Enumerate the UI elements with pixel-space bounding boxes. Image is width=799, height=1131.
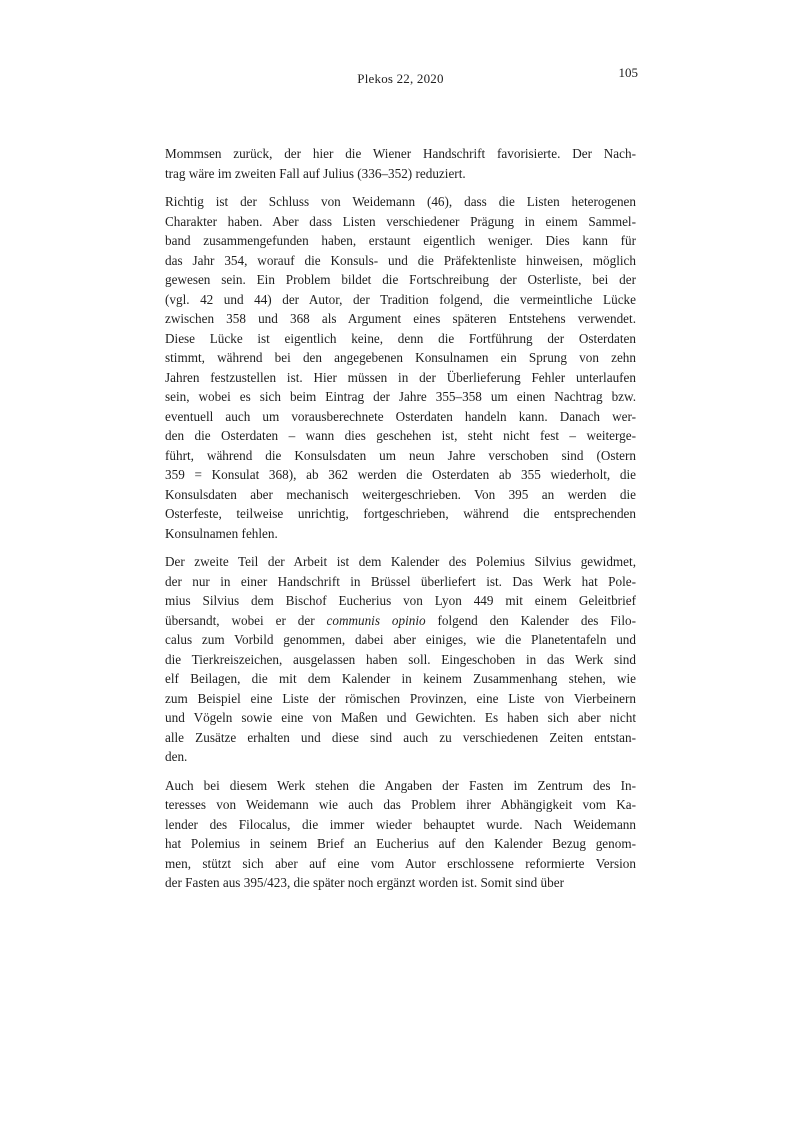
text-line: zwischen 358 und 368 als Argument eines späteren Entstehens verwendet.	[165, 311, 636, 326]
body-text	[165, 144, 636, 902]
text-line: lender des Filocalus, die immer wieder behauptet wurde. Nach Weidemann	[165, 816, 636, 832]
text-line: 359 = Konsulat 368), ab 362 werden die Osterdaten ab 355 wiederholt, die	[165, 467, 636, 482]
text-line: der Fasten aus 395/423, die später noch ergänzt worden ist. Somit sind über	[165, 875, 564, 890]
running-head-journal-title: Plekos 22, 2020	[357, 71, 444, 86]
text-line: Auch bei diesem Werk stehen die Angaben der Fasten im Zentrum des In-	[165, 777, 636, 793]
text-line: übersandt, wobei er der communis opinio folgend den Kalender des Filo-	[165, 612, 636, 628]
paragraph-2	[165, 192, 636, 543]
text-line: alle Zusätze erhalten und diese sind auch zu verschiedenen Zeiten entstan-	[165, 729, 636, 745]
paragraph-1	[165, 144, 636, 183]
text-line: eventuell auch um vorausberechnete Osterdaten handeln kann. Danach wer-	[165, 408, 636, 424]
text-line: das Jahr 354, worauf die Konsuls- und die Präfektenliste hinweisen, möglich	[165, 252, 636, 268]
text-line: zum Beispiel eine Liste der römischen Provinzen, eine Liste von Vierbeinern	[165, 690, 636, 706]
text-line: und Vögeln sowie eine von Maßen und Gewichten. Es haben sich aber nicht	[165, 710, 636, 725]
text-line: band zusammengefunden haben, erstaunt eigentlich weniger. Dies kann für	[165, 233, 636, 248]
text-line: der nur in einer Handschrift in Brüssel überliefert ist. Das Werk hat Pole-	[165, 573, 636, 589]
text-line: den.	[165, 749, 188, 764]
text-line: calus zum Vorbild genommen, dabei aber einiges, wie die Planetentafeln und	[165, 632, 636, 647]
text-line: stimmt, während bei den angegebenen Konsulnamen ein Sprung von zehn	[165, 350, 636, 365]
text-line: mius Silvius dem Bischof Eucherius von Lyon 449 mit einem Geleitbrief	[165, 593, 636, 608]
text-line: (vgl. 42 und 44) der Autor, der Tradition folgend, die vermeintliche Lücke	[165, 291, 636, 307]
text-line: führt, während die Konsulsdaten um neun Jahre verschoben sind (Ostern	[165, 447, 636, 463]
text-line: die Tierkreiszeichen, ausgelassen haben soll. Eingeschoben in das Werk sind	[165, 651, 636, 667]
text-line: Richtig ist der Schluss von Weidemann (46), dass die Listen heterogenen	[165, 194, 636, 209]
text-line: elf Beilagen, die mit dem Kalender in keinem Zusammenhang stehen, wie	[165, 671, 636, 686]
text-line: den die Osterdaten – wann dies geschehen ist, steht nicht fest – weiterge-	[165, 428, 636, 443]
text-line: Mommsen zurück, der hier die Wiener Handschrift favorisierte. Der Nach-	[165, 146, 636, 161]
text-line: teresses von Weidemann wie auch das Problem ihrer Abhängigkeit vom Ka-	[165, 797, 636, 812]
text-line: Konsulnamen fehlen.	[165, 525, 278, 541]
paragraph-4	[165, 776, 636, 893]
text-line: gewesen sein. Ein Problem bildet die Fortschreibung der Osterliste, bei der	[165, 272, 636, 287]
page-number: 105	[618, 65, 638, 80]
text-line: trag wäre im zweiten Fall auf Julius (336–352) reduziert.	[165, 165, 466, 181]
text-line: Diese Lücke ist eigentlich keine, denn die Fortführung der Osterdaten	[165, 330, 636, 346]
text-line: Osterfeste, teilweise unrichtig, fortgeschrieben, während die entsprechenden	[165, 506, 636, 521]
text-line: sein, wobei es sich beim Eintrag der Jahre 355–358 um einen Nachtrag bzw.	[165, 389, 636, 404]
text-line: Der zweite Teil der Arbeit ist dem Kalender des Polemius Silvius gewidmet,	[165, 554, 636, 569]
text-line: Jahren festzustellen ist. Hier müssen in der Überlieferung Fehler unterlaufen	[165, 369, 636, 385]
text-line: men, stützt sich aber auf eine vom Autor erschlossene reformierte Version	[165, 855, 636, 871]
text-line: hat Polemius in seinem Brief an Eucherius auf den Kalender Bezug genom-	[165, 836, 636, 851]
paragraph-3	[165, 552, 636, 767]
text-line: Charakter haben. Aber dass Listen verschiedener Prägung in einem Sammel-	[165, 213, 636, 229]
text-line: Konsulsdaten aber mechanisch weitergeschrieben. Von 395 an werden die	[165, 486, 636, 502]
